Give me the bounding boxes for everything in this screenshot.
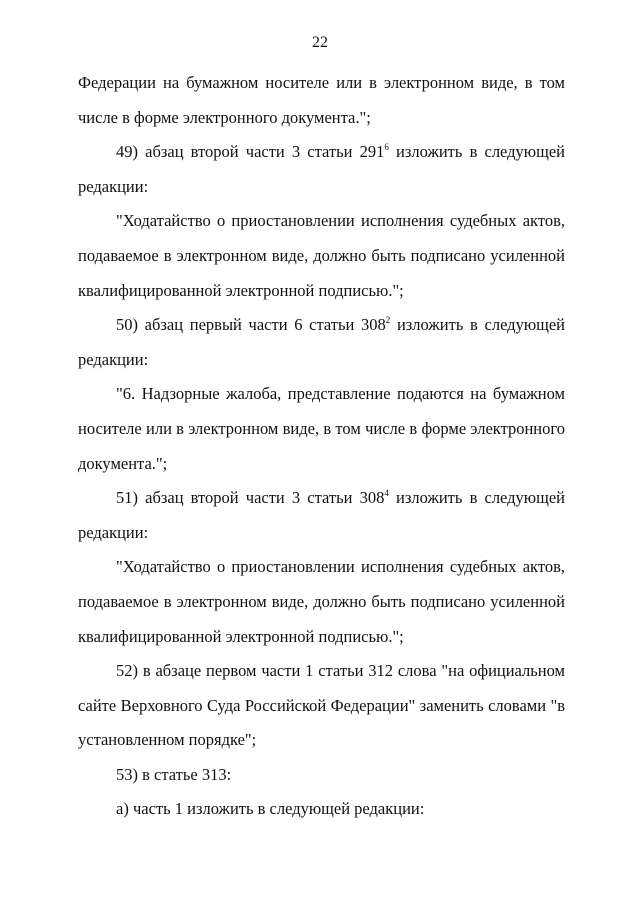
item-50-text: 50) абзац первый части 6 статьи 308 — [116, 315, 386, 335]
paragraph-continuation: Федерации на бумажном носителе или в электронном виде, в том числе в форме электронного документа."; — [78, 73, 565, 127]
paragraph-item-53: 53) в статье 313: — [116, 764, 232, 784]
item-49-superscript: 6 — [384, 142, 389, 153]
paragraph-item-51 — [78, 481, 565, 550]
item-49-text: 49) абзац второй части 3 статьи 291 — [116, 142, 385, 162]
item-51-superscript: 4 — [384, 488, 389, 499]
paragraph-item-50 — [78, 308, 565, 377]
item-50-text-end: изложить в следующей редакции: — [78, 315, 565, 369]
item-50-superscript: 2 — [385, 315, 391, 326]
document-body — [78, 66, 565, 827]
paragraph-item-53-a: а) часть 1 изложить в следующей редакции: — [116, 799, 425, 819]
paragraph-quote-50: "6. Надзорные жалоба, представление подаются на бумажном носителе или в электронном виде, в том числе в форме электронного документа."; — [78, 384, 565, 473]
item-49-text-end: изложить в следующей редакции: — [78, 142, 565, 196]
paragraph-quote-49: "Ходатайство о приостановлении исполнения судебных актов, подаваемое в электронном виде, должно быть подписано усиленной квалифицированной электронной подписью."; — [78, 211, 565, 300]
paragraph-item-52: 52) в абзаце первом части 1 статьи 312 слова "на официальном сайте Верховного Суда Российской Федерации" заменить словами "в установленном порядке"; — [78, 661, 565, 750]
paragraph-quote-51: "Ходатайство о приостановлении исполнения судебных актов, подаваемое в электронном виде, должно быть подписано усиленной квалифицированной электронной подписью."; — [78, 557, 565, 646]
item-51-text-end: изложить в следующей редакции: — [78, 488, 565, 542]
page-number: 22 — [312, 34, 328, 51]
paragraph-item-49 — [78, 135, 565, 204]
item-51-text: 51) абзац второй части 3 статьи 308 — [116, 488, 385, 508]
